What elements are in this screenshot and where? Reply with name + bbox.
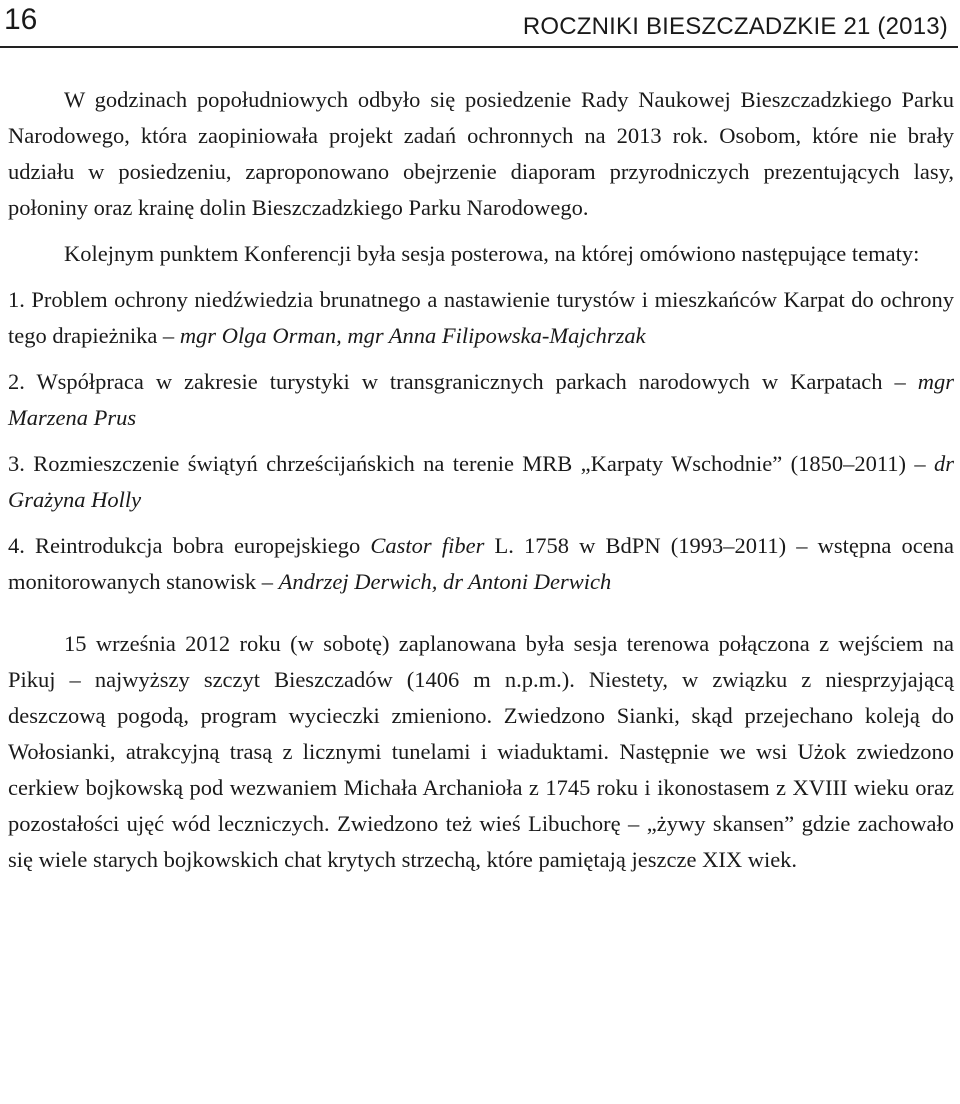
list-item <box>8 528 954 600</box>
paragraph-council-meeting: W godzinach popołudniowych odbyło się posiedzenie Rady Naukowej Bieszczadzkiego Parku Narodowego, która zaopiniowała projekt zadań ochronnych na 2013 rok. Osobom, które nie brały udziału w posiedzeniu, zaproponowano obejrzenie diaporam przyrodniczych prezentujących lasy, połoniny oraz krainę dolin Bieszczadzkiego Parku Narodowego. <box>8 87 954 220</box>
poster-topics-list <box>8 282 954 600</box>
list-item-authors: mgr Olga Orman, mgr Anna Filipowska-Majchrzak <box>179 323 646 348</box>
list-item-number: 4. <box>8 533 25 558</box>
list-item-number: 3. <box>8 451 25 476</box>
list-item-authors: Andrzej Derwich, dr Antoni Derwich <box>278 569 612 594</box>
list-item-title: Rozmieszczenie świątyń chrześcijańskich na terenie MRB „Karpaty Wschodnie” (1850–2011) – <box>33 451 926 476</box>
paragraph-poster-session: Kolejnym punktem Konferencji była sesja posterowa, na której omówiono następujące tematy: <box>64 241 920 266</box>
list-item-title-continued: L. 1758 w BdPN (1993–2011) – wstępna ocena monitorowanych stanowisk – <box>8 533 955 594</box>
list-item <box>8 282 954 354</box>
list-item-authors: mgr Marzena Prus <box>8 369 954 430</box>
paragraph-field-trip: 15 września 2012 roku (w sobotę) zaplanowana była sesja terenowa połączona z wejściem na Pikuj – najwyższy szczyt Bieszczadów (1406 m n.p.m.). Niestety, w związku z niesprzyjającą deszczową pogodą, program wycieczki zmieniono. Zwiedzono Sianki, skąd przejechano koleją do Wołosianki, atrakcyjną trasą z licznymi tunelami i wiaduktami. Następnie we wsi Użok zwiedzono cerkiew bojkowską pod wezwaniem Michała Archanioła z 1745 roku i ikonostasem z XVIII wieku oraz pozostałości ujęć wód leczniczych. Zwiedzono też wieś Libuchorę – „żywy skansen” gdzie zachowało się wiele starych bojkowskich chat krytych strzechą, które pamiętają jeszcze XIX wiek. <box>8 631 954 872</box>
list-item <box>8 446 954 518</box>
list-item-title: Reintrodukcja bobra europejskiego <box>35 533 361 558</box>
list-item-number: 2. <box>8 369 25 394</box>
list-item-authors: dr Grażyna Holly <box>8 451 954 512</box>
species-name: Castor fiber <box>370 533 485 558</box>
page-number: 16 <box>4 3 38 36</box>
list-item-title: Problem ochrony niedźwiedzia brunatnego a nastawienie turystów i mieszkańców Karpat do ochrony tego drapieżnika – <box>8 287 955 348</box>
list-item-title: Współpraca w zakresie turystyki w transgranicznych parkach narodowych w Karpatach – <box>36 369 906 394</box>
list-item-number: 1. <box>8 287 25 312</box>
list-item <box>8 364 954 436</box>
body-text <box>8 82 954 878</box>
header-rule <box>0 46 958 48</box>
page-header <box>0 0 960 48</box>
running-title: ROCZNIKI BIESZCZADZKIE 21 (2013) <box>522 13 948 40</box>
